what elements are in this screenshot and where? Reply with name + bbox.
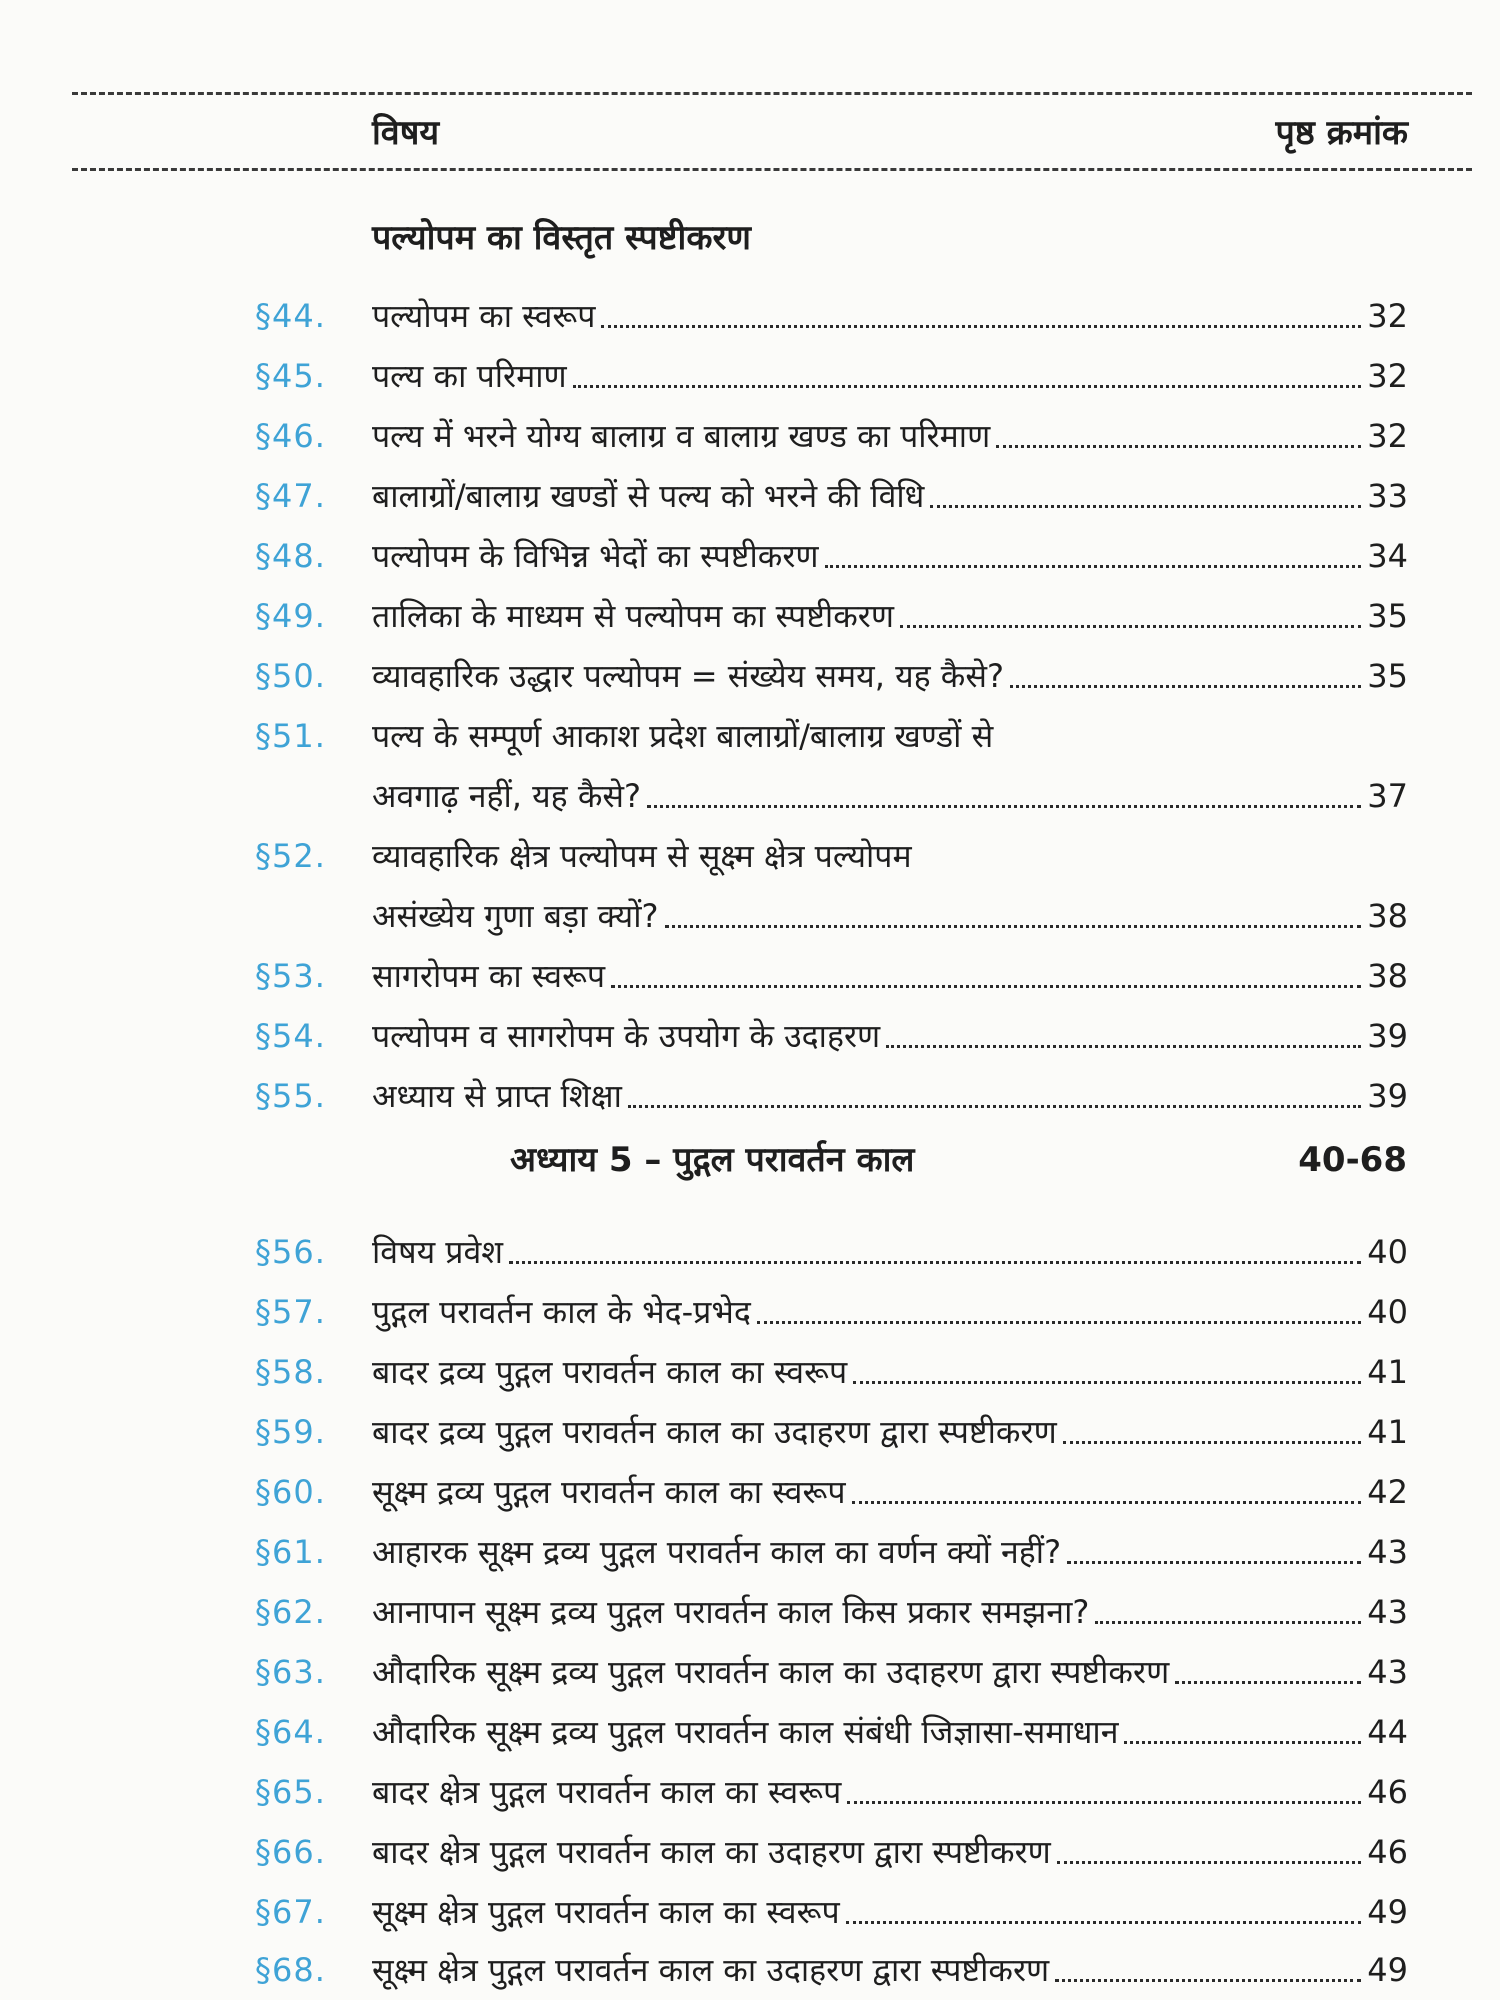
toc-entry-63[interactable] — [0, 1642, 1500, 1702]
toc-entry-46[interactable] — [0, 406, 1500, 466]
entry-title: औदारिक सूक्ष्म द्रव्य पुद्गल परावर्तन काल संबंधी जिज्ञासा-समाधान — [372, 1713, 1119, 1751]
toc-entry-61[interactable] — [0, 1522, 1500, 1582]
dot-leader — [509, 1261, 1361, 1264]
dot-leader — [886, 1045, 1361, 1048]
entry-number: §66. — [255, 1833, 326, 1871]
dot-leader — [1010, 685, 1361, 688]
dot-leader — [1063, 1441, 1362, 1444]
entry-title: विषय प्रवेश — [372, 1233, 504, 1271]
entry-title: बादर क्षेत्र पुद्गल परावर्तन काल का स्वरूप — [372, 1773, 842, 1811]
dot-leader — [757, 1321, 1361, 1324]
entry-page: 34 — [1367, 537, 1408, 575]
toc-entry-45[interactable] — [0, 346, 1500, 406]
entry-title: पल्य का परिमाण — [372, 357, 567, 395]
entry-title: सूक्ष्म क्षेत्र पुद्गल परावर्तन काल का स्वरूप — [372, 1893, 840, 1931]
entry-page: 43 — [1367, 1593, 1408, 1631]
entry-number: §45. — [255, 357, 326, 395]
entry-title: बादर क्षेत्र पुद्गल परावर्तन काल का उदाहरण द्वारा स्पष्टीकरण — [372, 1833, 1051, 1871]
column-header-page: पृष्ठ क्रमांक — [1275, 113, 1408, 153]
entry-title: आनापान सूक्ष्म द्रव्य पुद्गल परावर्तन काल किस प्रकार समझना? — [372, 1593, 1090, 1631]
toc-entry-52[interactable] — [0, 826, 1500, 946]
entry-title: अध्याय से प्राप्त शिक्षा — [372, 1077, 622, 1115]
entry-page: 41 — [1367, 1353, 1408, 1391]
entry-number: §63. — [255, 1653, 326, 1691]
dot-leader — [611, 985, 1361, 988]
entry-number: §68. — [255, 1951, 326, 1989]
entry-page: 38 — [1367, 957, 1408, 995]
entry-page: 40 — [1367, 1293, 1408, 1331]
dot-leader — [628, 1105, 1361, 1108]
entry-page: 39 — [1367, 1077, 1408, 1115]
dot-leader — [996, 445, 1361, 448]
toc-entry-59[interactable] — [0, 1402, 1500, 1462]
entry-page: 41 — [1367, 1413, 1408, 1451]
entry-title-continued: अवगाढ़ नहीं, यह कैसे? — [372, 777, 642, 815]
toc-entry-54[interactable] — [0, 1006, 1500, 1066]
toc-entry-60[interactable] — [0, 1462, 1500, 1522]
dot-leader — [900, 625, 1361, 628]
dot-leader — [930, 505, 1361, 508]
entry-number: §55. — [255, 1077, 326, 1115]
entry-page: 32 — [1367, 417, 1408, 455]
entry-title: बादर द्रव्य पुद्गल परावर्तन काल का उदाहरण द्वारा स्पष्टीकरण — [372, 1413, 1057, 1451]
entry-number: §62. — [255, 1593, 326, 1631]
dot-leader — [647, 805, 1361, 808]
entry-number: §59. — [255, 1413, 326, 1451]
dot-leader — [847, 1801, 1361, 1804]
toc-entry-64[interactable] — [0, 1702, 1500, 1762]
entry-title: औदारिक सूक्ष्म द्रव्य पुद्गल परावर्तन काल का उदाहरण द्वारा स्पष्टीकरण — [372, 1653, 1170, 1691]
entry-number: §50. — [255, 657, 326, 695]
entry-page: 35 — [1367, 657, 1408, 695]
entry-number: §57. — [255, 1293, 326, 1331]
entry-number: §54. — [255, 1017, 326, 1055]
entry-number: §67. — [255, 1893, 326, 1931]
dot-leader — [852, 1501, 1362, 1504]
entry-page: 40 — [1367, 1233, 1408, 1271]
entry-number: §48. — [255, 537, 326, 575]
entry-page: 39 — [1367, 1017, 1408, 1055]
dot-leader — [1057, 1861, 1361, 1864]
entry-page: 46 — [1367, 1773, 1408, 1811]
toc-entry-58[interactable] — [0, 1342, 1500, 1402]
chapter-title: अध्याय 5 – पुद्गल परावर्तन काल — [510, 1140, 915, 1180]
dot-leader — [825, 565, 1362, 568]
entry-title: पल्योपम का स्वरूप — [372, 297, 596, 335]
entry-title: व्यावहारिक उद्धार पल्योपम = संख्येय समय, यह कैसे? — [372, 657, 1004, 695]
dot-leader — [1055, 1979, 1361, 1982]
entry-title: सागरोपम का स्वरूप — [372, 957, 606, 995]
entry-page: 32 — [1367, 357, 1408, 395]
entry-number: §52. — [255, 837, 326, 875]
entry-title: पल्य के सम्पूर्ण आकाश प्रदेश बालाग्रों/बालाग्र खण्डों से — [372, 717, 994, 755]
entry-page: 35 — [1367, 597, 1408, 635]
toc-entry-66[interactable] — [0, 1822, 1500, 1882]
toc-entry-47[interactable] — [0, 466, 1500, 526]
entry-title: बालाग्रों/बालाग्र खण्डों से पल्य को भरने की विधि — [372, 477, 925, 515]
entry-number: §61. — [255, 1533, 326, 1571]
dot-leader — [1175, 1681, 1361, 1684]
toc-entry-57[interactable] — [0, 1282, 1500, 1342]
toc-entry-44[interactable] — [0, 286, 1500, 346]
entry-title: पल्योपम के विभिन्न भेदों का स्पष्टीकरण — [372, 537, 819, 575]
column-header-subject: विषय — [372, 113, 440, 153]
entry-page: 49 — [1367, 1893, 1408, 1931]
toc-entry-51[interactable] — [0, 706, 1500, 826]
entry-title: तालिका के माध्यम से पल्योपम का स्पष्टीकरण — [372, 597, 894, 635]
entry-number: §49. — [255, 597, 326, 635]
dot-leader — [573, 385, 1362, 388]
toc-entry-49[interactable] — [0, 586, 1500, 646]
entry-page: 33 — [1367, 477, 1408, 515]
section-title: पल्योपम का विस्तृत स्पष्टीकरण — [372, 218, 751, 258]
entry-number: §65. — [255, 1773, 326, 1811]
entry-page: 42 — [1367, 1473, 1408, 1511]
entry-title-continued: असंख्येय गुणा बड़ा क्यों? — [372, 897, 659, 935]
toc-entry-62[interactable] — [0, 1582, 1500, 1642]
dot-leader — [665, 925, 1362, 928]
dot-leader — [601, 325, 1361, 328]
toc-entry-65[interactable] — [0, 1762, 1500, 1822]
entry-title: सूक्ष्म क्षेत्र पुद्गल परावर्तन काल का उदाहरण द्वारा स्पष्टीकरण — [372, 1951, 1050, 1989]
dot-leader — [853, 1381, 1361, 1384]
toc-entry-53[interactable] — [0, 946, 1500, 1006]
toc-entry-50[interactable] — [0, 646, 1500, 706]
dot-leader — [1067, 1561, 1361, 1564]
toc-entry-67[interactable] — [0, 1882, 1500, 1942]
dot-leader — [1095, 1621, 1361, 1624]
chapter-page-range: 40-68 — [1298, 1140, 1407, 1180]
entry-title: पल्योपम व सागरोपम के उपयोग के उदाहरण — [372, 1017, 881, 1055]
toc-entry-56[interactable] — [0, 1222, 1500, 1282]
entry-number: §64. — [255, 1713, 326, 1751]
entry-page: 32 — [1367, 297, 1408, 335]
entry-title: सूक्ष्म द्रव्य पुद्गल परावर्तन काल का स्वरूप — [372, 1473, 846, 1511]
entry-page: 43 — [1367, 1653, 1408, 1691]
dot-leader — [846, 1921, 1362, 1924]
entry-page: 49 — [1367, 1951, 1408, 1989]
entry-number: §53. — [255, 957, 326, 995]
entry-number: §56. — [255, 1233, 326, 1271]
entry-number: §58. — [255, 1353, 326, 1391]
header-rule-bottom — [72, 168, 1472, 171]
entry-number: §51. — [255, 717, 326, 755]
dot-leader — [1124, 1741, 1361, 1744]
entry-title: पल्य में भरने योग्य बालाग्र व बालाग्र खण्ड का परिमाण — [372, 417, 991, 455]
entry-title: व्यावहारिक क्षेत्र पल्योपम से सूक्ष्म क्षेत्र पल्योपम — [372, 837, 912, 875]
toc-entry-68[interactable] — [0, 1940, 1500, 2000]
entry-page: 37 — [1367, 777, 1408, 815]
entry-title: आहारक सूक्ष्म द्रव्य पुद्गल परावर्तन काल का वर्णन क्यों नहीं? — [372, 1533, 1062, 1571]
entry-number: §47. — [255, 477, 326, 515]
entry-page: 44 — [1367, 1713, 1408, 1751]
entry-number: §44. — [255, 297, 326, 335]
entry-page: 38 — [1367, 897, 1408, 935]
entry-number: §46. — [255, 417, 326, 455]
toc-entry-48[interactable] — [0, 526, 1500, 586]
header-rule-top — [72, 92, 1472, 95]
entry-page: 46 — [1367, 1833, 1408, 1871]
toc-entry-55[interactable] — [0, 1066, 1500, 1126]
entry-page: 43 — [1367, 1533, 1408, 1571]
entry-title: पुद्गल परावर्तन काल के भेद-प्रभेद — [372, 1293, 751, 1331]
entry-title: बादर द्रव्य पुद्गल परावर्तन काल का स्वरूप — [372, 1353, 848, 1391]
entry-number: §60. — [255, 1473, 326, 1511]
